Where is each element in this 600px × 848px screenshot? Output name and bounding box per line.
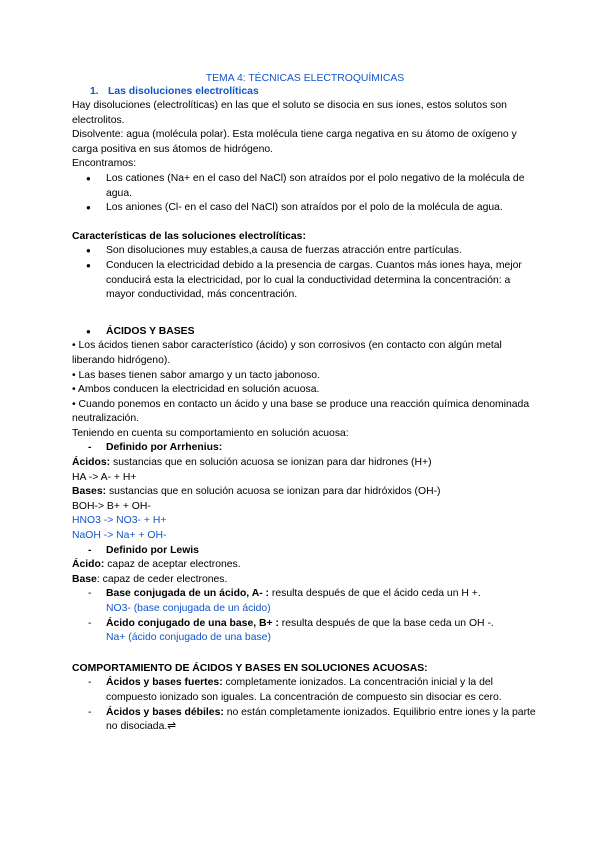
term-label: Ácidos y bases débiles:: [106, 706, 224, 718]
list-item: [106, 617, 538, 646]
behaviour-heading: COMPORTAMIENTO DE ÁCIDOS Y BASES EN SOLUCIONES ACUOSAS:: [72, 662, 428, 674]
arrhenius-heading: - Definido por Arrhenius:: [106, 441, 538, 456]
dash-list: [72, 441, 538, 456]
paragraph: Teniendo en cuenta su comportamiento en solución acuosa:: [72, 427, 349, 439]
list-item: ● Son disoluciones muy estables,a causa de fuerzas atracción entre partículas.: [106, 244, 538, 259]
term-text: no están completamente ionizados. Equilibrio entre iones y la parte no disociada.: [106, 706, 536, 733]
dash-list: [72, 587, 538, 645]
term-text: capaz de aceptar electrones.: [104, 559, 241, 571]
paragraph: • Ambos conducen la electricidad en solución acuosa.: [72, 384, 320, 396]
section-heading-disoluciones: [90, 85, 538, 99]
term-label: Base: [72, 573, 97, 585]
example-text: NO3- (base conjugada de un ácido): [106, 603, 271, 614]
section-heading-text: Las disoluciones electrolíticas: [108, 86, 259, 97]
term-text: resulta después de que la base ceda un OH -.: [278, 617, 494, 629]
term-text: sustancias que en solución acuosa se ionizan para dar hidróxidos (OH-): [106, 486, 441, 498]
term-label: Ácidos y bases fuertes:: [106, 677, 223, 689]
term-label: Ácido conjugado de una base, B+ :: [106, 617, 279, 629]
dash-list: [72, 676, 538, 734]
list-item: [106, 676, 538, 705]
acids-heading: ● ÁCIDOS Y BASES: [106, 325, 538, 340]
bullet-list: [72, 244, 538, 302]
paragraph: Hay disoluciones (electrolíticas) en las que el soluto se disocia en sus iones, estos solutos son electrolitos.: [72, 100, 507, 126]
list-item: ● Los cationes (Na+ en el caso del NaCl) son atraídos por el polo negativo de la molécula de agua.: [106, 172, 538, 201]
equation: HA -> A- + H+: [72, 471, 137, 483]
page-title: TEMA 4: TÉCNICAS ELECTROQUÍMICAS: [205, 73, 405, 84]
paragraph: • Cuando ponemos en contacto un ácido y una base se produce una reacción química denominada neutralización.: [72, 398, 530, 425]
list-item: ● Conducen la electricidad debido a la presencia de cargas. Cuantos más iones haya, mejor conducirá esta la electricidad, por lo cual la conductividad determina la concentración: a mayor conductividad, más concentración.: [106, 259, 538, 303]
term-label: Ácido:: [72, 559, 105, 571]
dash-list: [72, 544, 538, 559]
paragraph: Disolvente: agua (molécula polar). Esta molécula tiene carga negativa en su átomo de oxígeno y carga positiva en sus átomos de hidrógeno.: [72, 129, 517, 155]
definition: [72, 485, 538, 500]
section-number: 1.: [90, 86, 99, 97]
example-equation: HNO3 -> NO3- + H+: [72, 515, 167, 527]
equation: BOH-> B+ + OH-: [72, 500, 151, 512]
term-label: Bases:: [72, 486, 107, 498]
list-item: [106, 587, 538, 616]
term-text: resulta después de que el ácido ceda un H +.: [269, 588, 481, 600]
paragraph: • Las bases tienen sabor amargo y un tacto jabonoso.: [72, 369, 320, 381]
term-text: sustancias que en solución acuosa se ionizan para dar hidrones (H+): [110, 457, 432, 469]
list-item: ● Los aniones (Cl- en el caso del NaCl) son atraídos por el polo de la molécula de agua.: [106, 201, 538, 216]
term-text: completamente ionizados. La concentración inicial y la del compuesto ionizado son iguales. La concentración de compuesto sin disociar es cero.: [106, 677, 502, 703]
term-text: : capaz de ceder electrones.: [96, 573, 228, 585]
term-label: Ácidos:: [72, 457, 111, 469]
term-label: Base conjugada de un ácido, A- :: [106, 588, 270, 600]
paragraph: • Los ácidos tienen sabor característico (ácido) y son corrosivos (en contacto con algún metal liberando hidrógeno).: [72, 340, 502, 366]
equilibrium-icon: ⇌: [167, 721, 176, 733]
paragraph: Encontramos:: [72, 158, 137, 170]
example-equation: NaOH -> Na+ + OH-: [72, 530, 167, 542]
acids-heading-list: [72, 325, 538, 340]
definition: [72, 573, 538, 588]
bullet-list: [72, 172, 538, 216]
example-text: Na+ (ácido conjugado de una base): [106, 632, 271, 644]
list-item: [106, 706, 538, 735]
definition: [72, 558, 538, 573]
lewis-heading: - Definido por Lewis: [106, 544, 538, 559]
characteristics-heading: Características de las soluciones electrolíticas:: [72, 230, 306, 242]
definition: [72, 456, 538, 471]
